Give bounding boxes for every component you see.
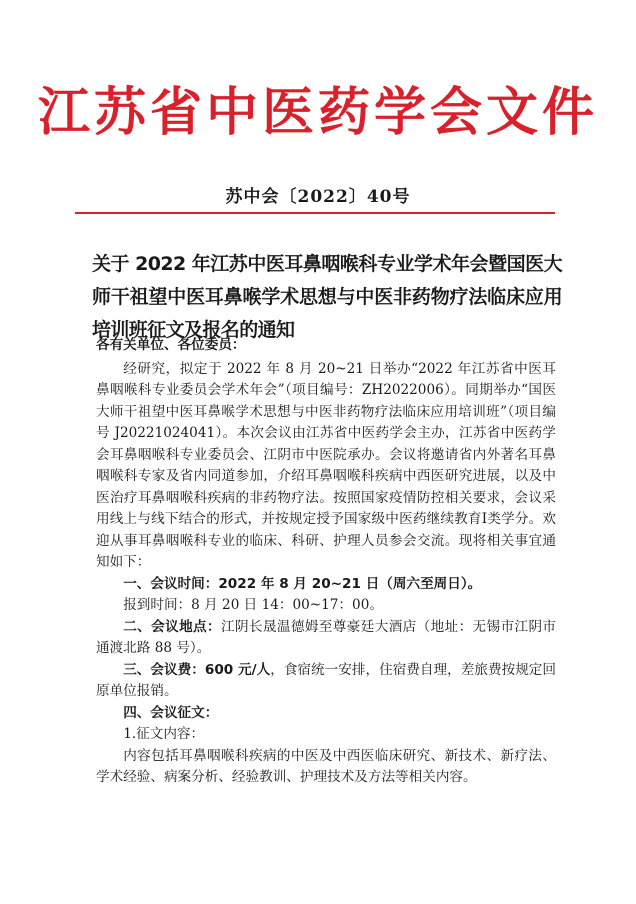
section-1-text: 2022 年 8 月 20~21 日（周六至周日）。	[218, 575, 482, 592]
checkin-time: 报到时间：8 月 20 日 14：00~17：00。	[123, 597, 383, 613]
org-header-title: 江苏省中医药学会文件	[37, 83, 598, 143]
document-number: 苏中会〔2022〕40号	[225, 187, 411, 207]
section-1	[96, 574, 556, 596]
section-4-content: 内容包括耳鼻咽喉科疾病的中医及中西医临床研究、新技术、新疗法、学术经验、病案分析、经验教训、护理技术及方法等相关内容。	[96, 747, 556, 785]
section-4-sub1: 1.征文内容：	[123, 726, 205, 742]
section-4-label: 四、会议征文：	[123, 704, 219, 721]
section-2	[96, 617, 556, 660]
notice-body	[96, 335, 556, 789]
section-3-fee: 600 元/人	[204, 661, 271, 678]
section-3-text: ，食宿统一安排，住宿费自理，差旅费按规定回原单位报销。	[96, 661, 557, 699]
intro-paragraph: 经研究，拟定于 2022 年 8 月 20~21 日举办“2022 年江苏省中医耳鼻咽喉科专业委员会学术年会”（项目编号：ZH2022006）。同期举办“国医大师干祖望中医耳鼻喉学术思想与中医非药物疗法临床应用培训班”（项目编号 J20221024041）。本次会议由江苏省中医药学会主办，江苏省中医药学会耳鼻咽喉科专业委员会、江阴市中医院承办。会议将邀请省内外著名耳鼻咽喉科专家及省内同道参加，介绍耳鼻咽喉科疾病中西医研究进展，以及中医治疗耳鼻咽喉科疾病的非药物疗法。按照国家疫情防控相关要求，会议采用线上与线下结合的形式，并按规定授予国家级中医药继续教育Ⅰ类学分。欢迎从事耳鼻咽喉科专业的临床、科研、护理人员参会交流。现将相关事宜通知如下：	[96, 360, 556, 570]
red-divider-line	[75, 212, 555, 214]
section-2-label: 二、会议地点：	[123, 618, 222, 635]
notice-title: 关于 2022 年江苏中医耳鼻咽喉科专业学术年会暨国医大师干祖望中医耳鼻喉学术思想与中医非药物疗法临床应用培训班征文及报名的通知	[92, 253, 562, 341]
salutation: 各有关单位、各位委员：	[96, 337, 246, 353]
section-3-label: 三、会议费：	[123, 661, 205, 678]
section-1-label: 一、会议时间：	[123, 575, 219, 592]
section-3	[96, 660, 556, 703]
section-2-text: 江阴长晟温德姆至尊豪廷大酒店（地址：无锡市江阴市通渡北路 88 号）。	[96, 618, 557, 656]
